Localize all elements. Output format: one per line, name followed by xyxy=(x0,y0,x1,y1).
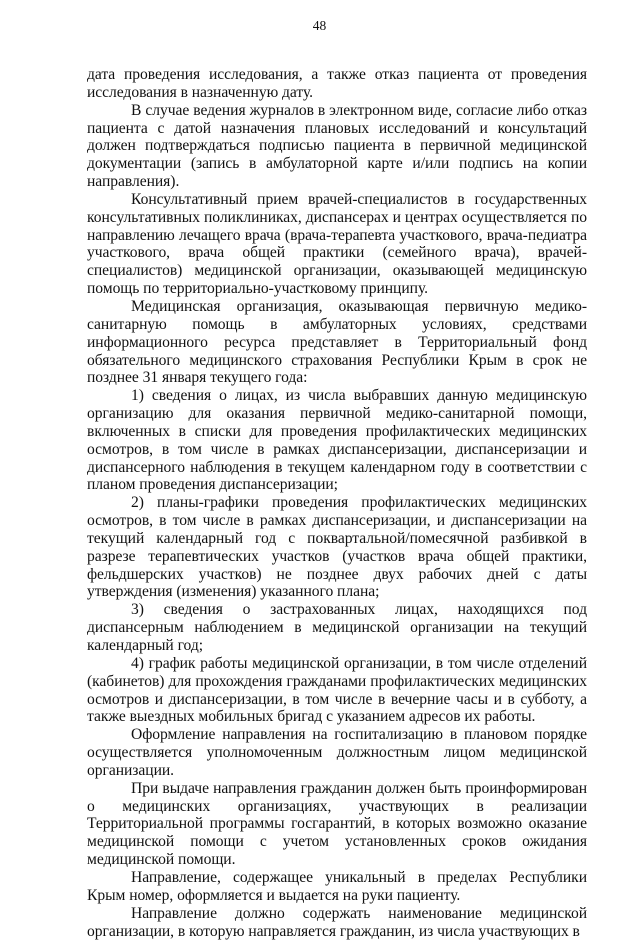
paragraph: Направление должно содержать наименование медицинской организации, в которую направляется гражданин, из числа участвующих в xyxy=(87,904,587,940)
page-number: 48 xyxy=(312,18,327,33)
paragraph: Медицинская организация, оказывающая первичную медико-санитарную помощь в амбулаторных условиях, средствами информационного ресурса представляет в Территориальный фонд обязательного медицинского страхования Республики Крым в срок не позднее 31 января текущего года: xyxy=(87,297,587,387)
list-item: 1) сведения о лицах, из числа выбравших данную медицинскую организацию для оказания первичной медико-санитарной помощи, включенных в списки для проведения профилактических медицинских осмотров, в том числе в рамках диспансеризации, диспансеризации и диспансерного наблюдения в текущем календарном году в соответствии с планом проведения диспансеризации; xyxy=(87,387,587,494)
list-item: 4) график работы медицинской организации, в том числе отделений (кабинетов) для прохождения гражданами профилактических медицинских осмотров и диспансеризации, в том числе в вечерние часы и в субботу, а также выездных мобильных бригад с указанием адресов их работы. xyxy=(87,654,587,726)
paragraph: В случае ведения журналов в электронном виде, согласие либо отказ пациента с датой назначения плановых исследований и консультаций должен подтверждаться подписью пациента в первичной медицинской документации (запись в амбулаторной карте и/или подпись на копии направления). xyxy=(87,101,587,191)
paragraph: При выдаче направления гражданин должен быть проинформирован о медицинских организациях, участвующих в реализации Территориальной программы госгарантий, в которых возможно оказание медицинской помощи с учетом установленных сроков ожидания медицинской помощи. xyxy=(87,779,587,869)
document-body xyxy=(87,66,587,940)
paragraph: Консультативный прием врачей-специалистов в государственных консультативных поликлиниках, диспансерах и центрах осуществляется по направлению лечащего врача (врача-терапевта участкового, врача-педиатра участкового, врача общей практики (семейного врача), врачей-специалистов) медицинской организации, оказывающей медицинскую помощь по территориально-участковому принципу. xyxy=(87,190,587,298)
list-item: 2) планы-графики проведения профилактических медицинских осмотров, в том числе в рамках диспансеризации, и диспансеризации на текущий календарный год с поквартальной/помесячной разбивкой в разрезе терапевтических участков (участков врача общей практики, фельдшерских участков) не позднее двух рабочих дней с даты утверждения (изменения) указанного плана; xyxy=(87,494,587,601)
list-item: 3) сведения о застрахованных лицах, находящихся под диспансерным наблюдением в медицинской организации на текущий календарный год; xyxy=(87,601,587,654)
paragraph: Направление, содержащее уникальный в пределах Республики Крым номер, оформляется и выдается на руки пациенту. xyxy=(87,868,587,904)
paragraph: Оформление направления на госпитализацию в плановом порядке осуществляется уполномоченным должностным лицом медицинской организации. xyxy=(87,726,587,779)
paragraph: дата проведения исследования, а также отказ пациента от проведения исследования в назначенную дату. xyxy=(87,66,587,101)
